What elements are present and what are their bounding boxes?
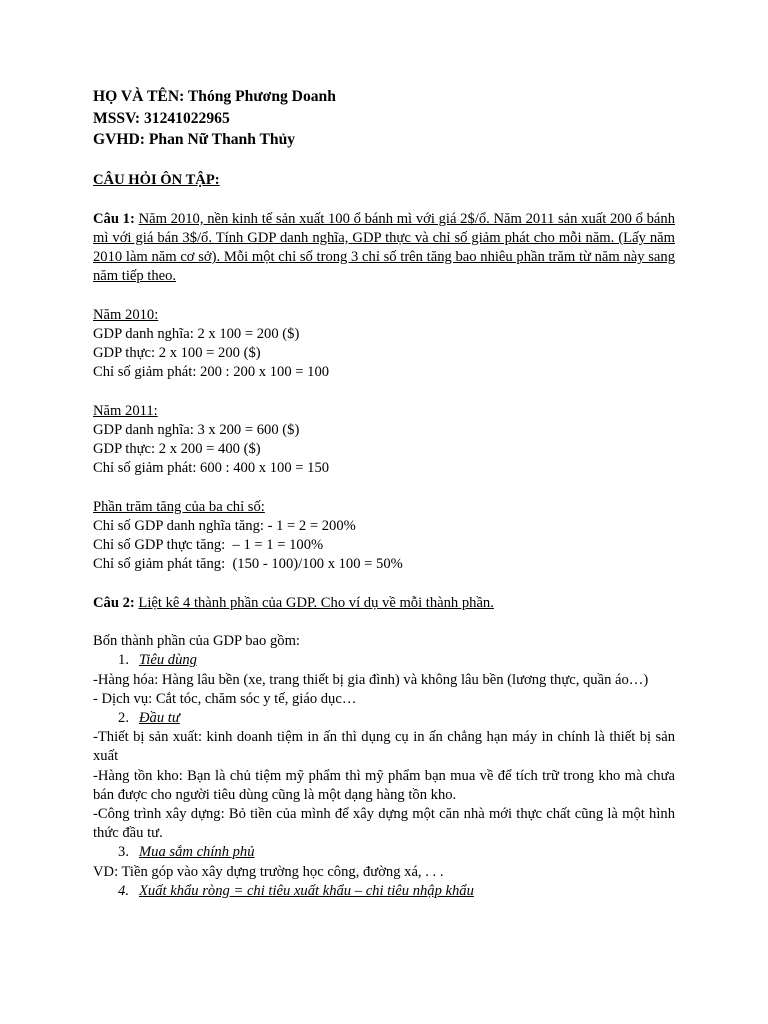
component-3-number: 3. — [118, 844, 129, 861]
year-2011-real: GDP thực: 2 x 200 = 400 ($) — [93, 441, 261, 458]
year-2011-deflator: Chỉ số giảm phát: 600 : 400 x 100 = 150 — [93, 460, 330, 477]
component-3-line-1: VD: Tiền góp vào xây dựng trường học công, đường xá, . . . — [93, 863, 444, 880]
question-1 — [93, 210, 675, 287]
year-2010-deflator: Chỉ số giảm phát: 200 : 200 x 100 = 100 — [93, 364, 330, 381]
component-2-line-2: -Hàng tồn kho: Bạn là chủ tiệm mỹ phẩm thì mỹ phẩm bạn mua về để tích trữ trong kho mà chưa bán được cho người tiêu dùng cũng là một dạng hàng tồn kho. — [93, 767, 675, 803]
section-title: CÂU HỎI ÔN TẬP: — [93, 171, 220, 188]
component-2-line-1: -Thiết bị sản xuất: kinh doanh tiệm in ấn thì dụng cụ in ấn chẳng hạn máy in chính là thiết bị sản xuất — [93, 729, 675, 765]
component-item-4 — [93, 882, 675, 901]
spacer — [93, 287, 675, 306]
component-item-1 — [93, 651, 675, 709]
component-4-title: Xuất khẩu ròng = chi tiêu xuất khẩu – chi tiêu nhập khẩu — [139, 882, 474, 899]
component-3-title: Mua sắm chính phủ — [139, 844, 255, 861]
year-2010-real: GDP thực: 2 x 100 = 200 ($) — [93, 345, 261, 362]
growth-real: Chỉ số GDP thực tăng: – 1 = 1 = 100% — [93, 537, 324, 554]
component-1-number: 1. — [118, 652, 129, 669]
growth-deflator: Chỉ số giảm phát tăng: (150 - 100)/100 x 100 = 50% — [93, 556, 403, 573]
component-1-title: Tiêu dùng — [139, 652, 197, 669]
question-2-text: Liệt kê 4 thành phần của GDP. Cho ví dụ về mỗi thành phần. — [138, 594, 494, 611]
instructor-name: GVHD: Phan Nữ Thanh Thủy — [93, 131, 296, 148]
spacer — [93, 383, 675, 402]
component-4-number: 4. — [118, 882, 129, 899]
document-page — [93, 86, 675, 901]
component-item-2 — [93, 709, 675, 843]
spacer — [93, 479, 675, 498]
year-2011-nominal: GDP danh nghĩa: 3 x 200 = 600 ($) — [93, 421, 300, 438]
question-1-label: Câu 1: — [93, 210, 135, 227]
spacer — [93, 190, 675, 210]
question-1-text: Năm 2010, nền kinh tế sản xuất 100 ổ bánh mì với giá 2$/ổ. Năm 2011 sản xuất 200 ổ bánh mì với giá bán 3$/ổ. Tính GDP danh nghĩa, GDP thực và chỉ số giảm phát cho mỗi năm. (Lấy năm 2010 làm năm cơ sở). Mỗi một chỉ số trong 3 chỉ số trên tăng bao nhiêu phần trăm từ năm này sang năm tiếp theo. — [93, 210, 676, 285]
year-2010-nominal: GDP danh nghĩa: 2 x 100 = 200 ($) — [93, 325, 300, 342]
component-1-line-2: - Dịch vụ: Cắt tóc, chăm sóc y tế, giáo dục… — [93, 690, 357, 707]
year-2010-title: Năm 2010: — [93, 306, 159, 323]
question-2 — [93, 594, 675, 613]
growth-title: Phần trăm tăng của ba chỉ số: — [93, 498, 265, 515]
spacer — [93, 151, 675, 171]
component-1-line-1: -Hàng hóa: Hàng lâu bền (xe, trang thiết bị gia đình) và không lâu bền (lương thực, quần áo…) — [93, 671, 649, 688]
growth-nominal: Chỉ số GDP danh nghĩa tăng: - 1 = 2 = 200% — [93, 517, 356, 534]
student-name: HỌ VÀ TÊN: Thóng Phương Doanh — [93, 88, 336, 105]
component-2-title: Đầu tư — [139, 709, 180, 726]
components-intro: Bốn thành phần của GDP bao gồm: — [93, 633, 300, 650]
question-2-label: Câu 2: — [93, 594, 135, 611]
student-id: MSSV: 31241022965 — [93, 109, 230, 127]
component-2-line-3: -Công trình xây dựng: Bỏ tiền của mình để xây dựng một căn nhà mới thực chất cũng là một hình thức đầu tư. — [93, 805, 675, 842]
spacer — [93, 613, 675, 632]
component-2-number: 2. — [118, 709, 129, 726]
component-item-3 — [93, 843, 675, 881]
year-2011-title: Năm 2011: — [93, 402, 158, 419]
spacer — [93, 575, 675, 594]
